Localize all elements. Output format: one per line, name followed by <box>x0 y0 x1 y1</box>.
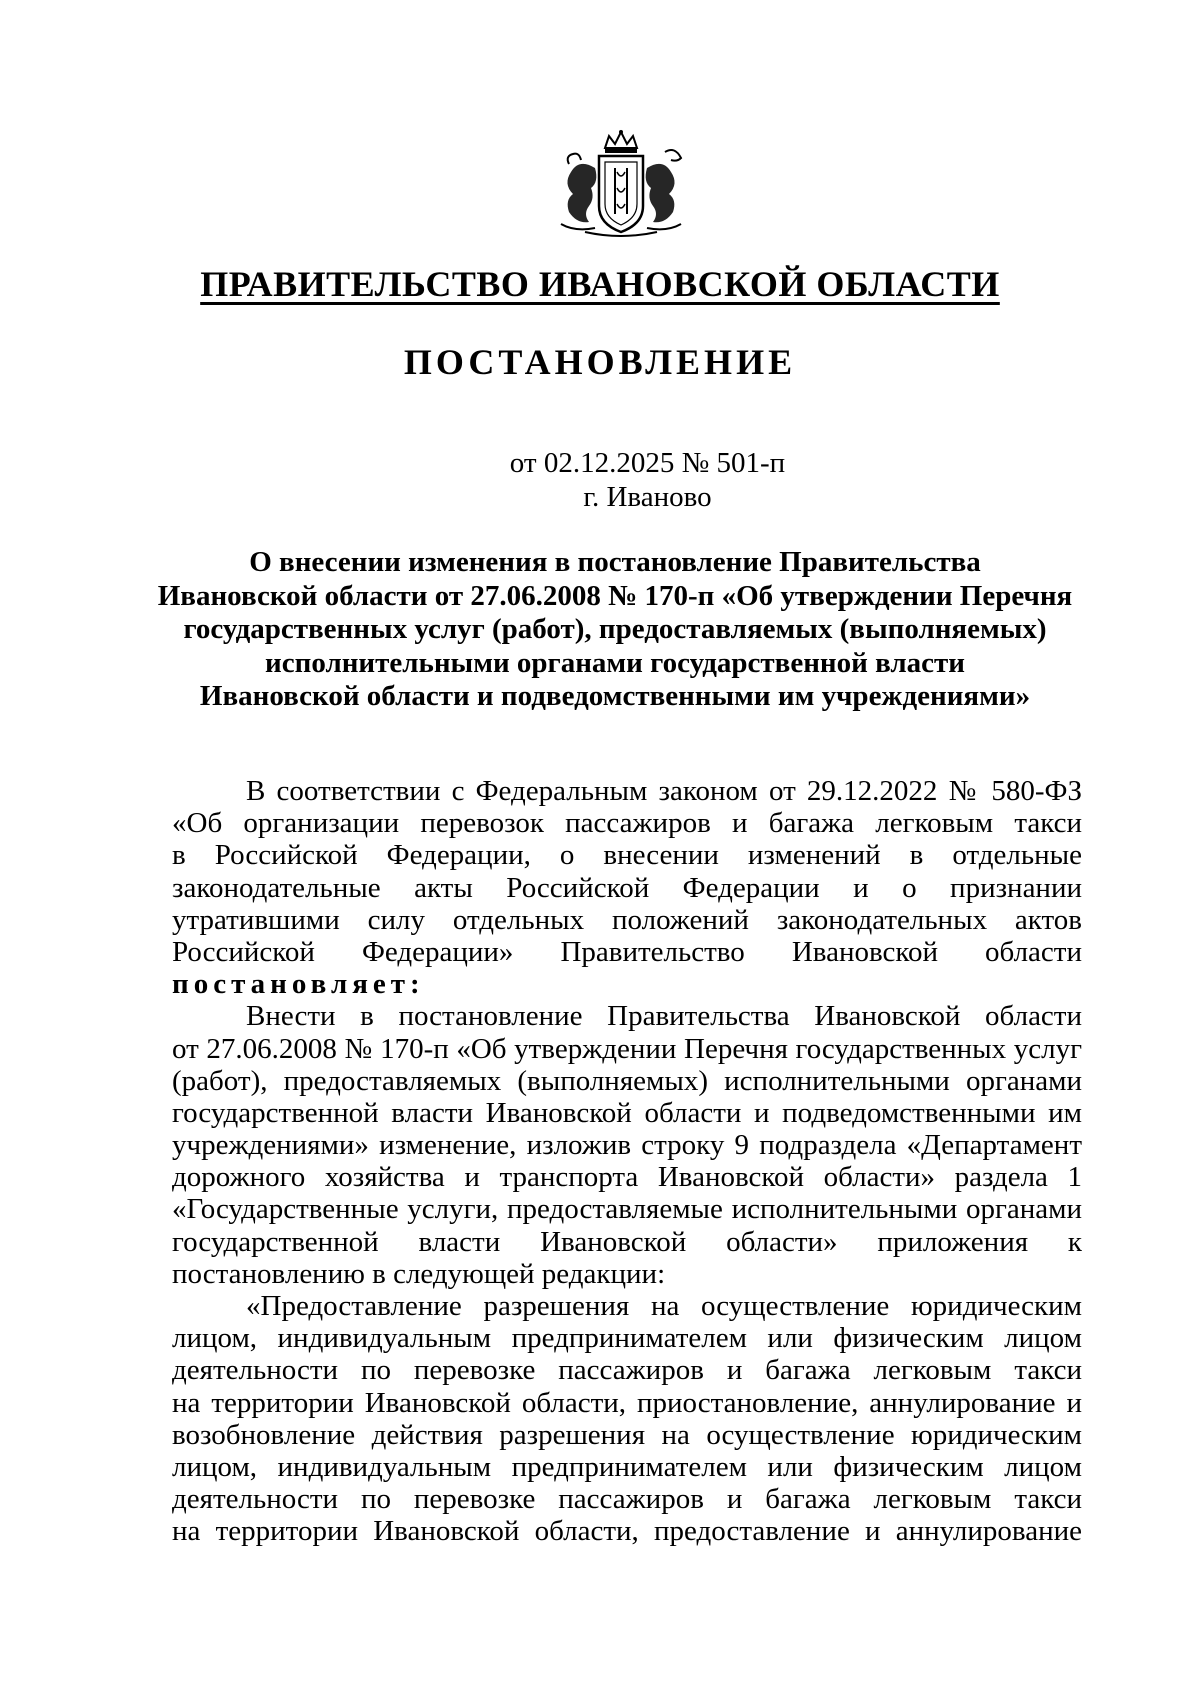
body-line: лицом, индивидуальным предпринимателем или физическим лицом <box>172 1322 1082 1355</box>
body-line: дорожного хозяйства и транспорта Ивановской области» раздела 1 <box>172 1161 1082 1194</box>
city: г. Иваново <box>583 481 712 513</box>
document-subject <box>150 546 1080 714</box>
document-meta <box>0 446 1200 514</box>
body-line: государственной власти Ивановской области» приложения к <box>172 1225 1082 1258</box>
body-line: деятельности по перевозке пассажиров и багажа легковым такси <box>172 1483 1082 1516</box>
body-line: на территории Ивановской области, предоставление и аннулирование <box>172 1515 1082 1548</box>
body-line: от 27.06.2008 № 170-п «Об утверждении Перечня государственных услуг <box>172 1032 1082 1065</box>
body-line: государственной власти Ивановской области и подведомственными им <box>172 1096 1082 1129</box>
body-line: Российской Федерации» Правительство Ивановской области <box>172 935 1082 968</box>
body-line: «Предоставление разрешения на осуществление юридическим <box>246 1290 1082 1322</box>
ivanovo-region-coat-of-arms-icon <box>555 128 687 240</box>
organization-title-text: ПРАВИТЕЛЬСТВО ИВАНОВСКОЙ ОБЛАСТИ <box>200 264 1000 304</box>
body-line: в Российской Федерации, о внесении изменений в отдельные <box>172 839 1082 872</box>
body-line: лицом, индивидуальным предпринимателем или физическим лицом <box>172 1450 1082 1483</box>
body-line: учреждениями» изменение, изложив строку 9 подраздела «Департамент <box>172 1129 1082 1162</box>
body-line: «Государственные услуги, предоставляемые исполнительными органами <box>172 1193 1082 1226</box>
body-line: деятельности по перевозке пассажиров и багажа легковым такси <box>172 1354 1082 1387</box>
organization-title <box>0 262 1200 306</box>
body-line: (работ), предоставляемых (выполняемых) исполнительными органами <box>172 1064 1082 1097</box>
resolves-keyword: постановляет: <box>172 968 425 1001</box>
body-line: возобновление действия разрешения на осуществление юридическим <box>172 1418 1082 1451</box>
date-number: от 02.12.2025 № 501-п <box>509 447 786 479</box>
document-body <box>172 775 1082 1548</box>
body-line: на территории Ивановской области, приостановление, аннулирование и <box>172 1386 1082 1419</box>
subject-line: О внесении изменения в постановление Правительства <box>249 546 981 578</box>
document-type-heading: ПОСТАНОВЛЕНИЕ <box>403 342 797 382</box>
subject-line: государственных услуг (работ), предоставляемых (выполняемых) <box>183 613 1047 645</box>
subject-line: Ивановской области от 27.06.2008 № 170-п «Об утверждении Перечня <box>157 579 1073 612</box>
subject-line: Ивановской области и подведомственными им учреждениями» <box>199 680 1031 712</box>
subject-line: исполнительными органами государственной власти <box>265 646 965 679</box>
body-line: Внести в постановление Правительства Ивановской области <box>246 1000 1082 1033</box>
body-line: утратившими силу отдельных положений законодательных актов <box>172 903 1082 936</box>
body-line: «Об организации перевозок пассажиров и багажа легковым такси <box>172 807 1082 840</box>
body-line: В соответствии с Федеральным законом от 29.12.2022 № 580-ФЗ <box>246 775 1082 807</box>
body-line: постановлению в следующей редакции: <box>172 1257 666 1290</box>
body-line: законодательные акты Российской Федерации и о признании <box>172 871 1082 904</box>
